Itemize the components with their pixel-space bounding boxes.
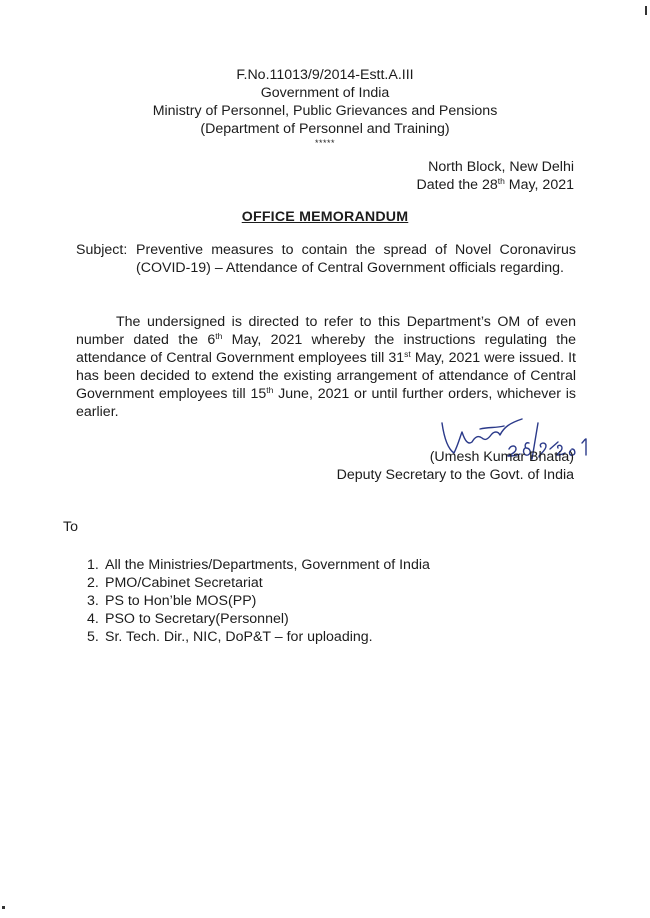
- body-paragraph: The undersigned is directed to refer to this Department’s OM of even number dated the 6th May, 2021 whereby the instructions regulating the attendance of Central Government employees till 31st May, 2021 were issued. It has been decided to extend the existing arrangement of attendance of Central Government employees till 15th June, 2021 or until further orders, whichever is earlier.: [76, 314, 577, 420]
- memo-header: [0, 66, 650, 148]
- to-label: To: [63, 519, 78, 535]
- list-item: 5. Sr. Tech. Dir., NIC, DoP&T – for uploading.: [87, 629, 373, 645]
- subject-label: Subject:: [76, 242, 128, 258]
- subject-block: [76, 241, 576, 277]
- memo-date: Dated the 28th May, 2021: [416, 176, 574, 193]
- scan-mark-bottom: [2, 906, 5, 909]
- scan-mark-top: [645, 6, 647, 15]
- signatory-block: [337, 448, 574, 484]
- location: North Block, New Delhi: [428, 159, 574, 175]
- place-and-date: [417, 158, 574, 194]
- list-item: 1. All the Ministries/Departments, Government of India: [87, 557, 430, 573]
- signatory-name: (Umesh Kumar Bhatia): [429, 449, 574, 465]
- memo-title: OFFICE MEMORANDUM: [241, 209, 409, 225]
- list-item: 2. PMO/Cabinet Secretariat: [87, 575, 263, 591]
- file-number: F.No.11013/9/2014-Estt.A.III: [236, 67, 414, 83]
- list-item: 4. PSO to Secretary(Personnel): [87, 611, 289, 627]
- list-item: 3. PS to Hon’ble MOS(PP): [87, 593, 257, 609]
- recipient-list: [87, 556, 430, 646]
- signatory-designation: Deputy Secretary to the Govt. of India: [336, 467, 574, 483]
- header-separator: *****: [314, 138, 335, 148]
- ministry-name: Ministry of Personnel, Public Grievances and Pensions: [152, 103, 498, 119]
- government-name: Government of India: [260, 85, 390, 101]
- subject-text: Preventive measures to contain the spread of Novel Coronavirus (COVID-19) – Attendance of Central Government officials regarding.: [136, 242, 576, 276]
- department-name: (Department of Personnel and Training): [200, 121, 450, 137]
